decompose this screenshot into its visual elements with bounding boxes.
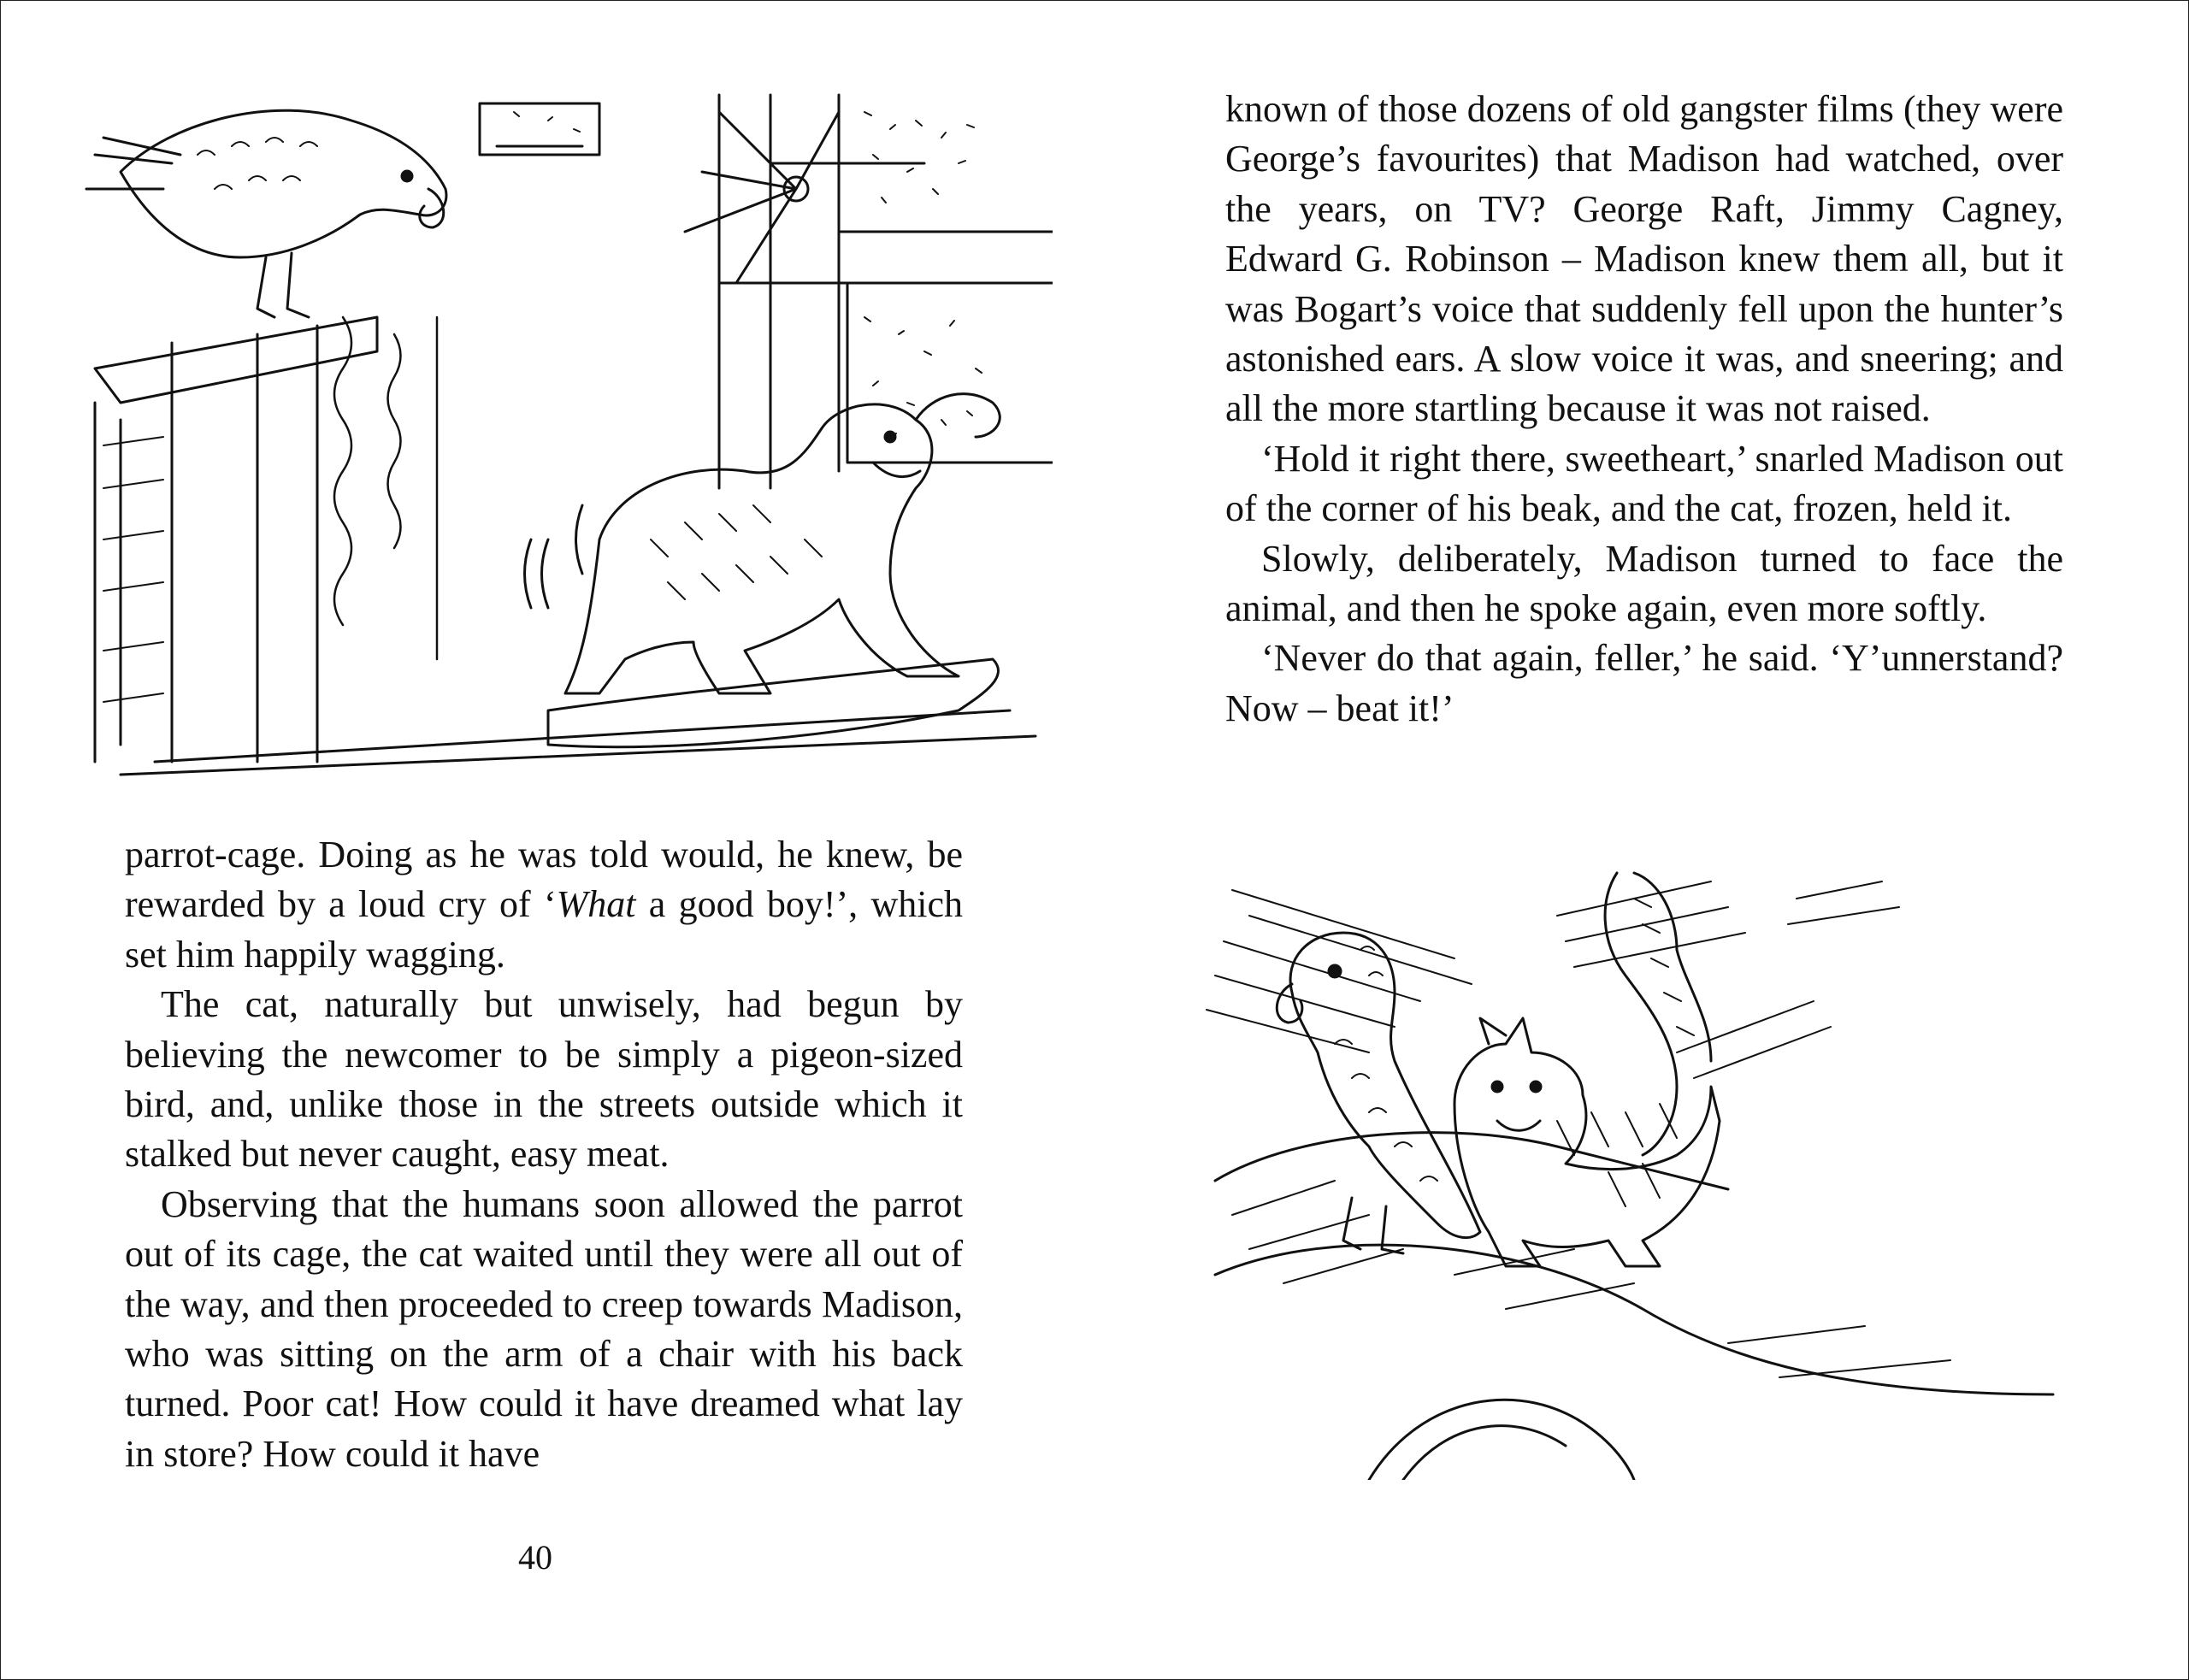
paragraph: ‘Hold it right there, sweetheart,’ snarled Madison out of the corner of his beak, and the cat, frozen, held it. <box>1225 437 2063 530</box>
paragraph: parrot-cage. Doing as he was told would, he knew, be rewarded by a loud cry of ‘What a good boy!’, which set him happily wagging. <box>125 834 963 976</box>
paragraph: The cat, naturally but unwisely, had begun by believing the newcomer to be simply a pigeon-sized bird, and, unlike those in the streets outside which it stalked but never caught, easy meat. <box>125 983 963 1176</box>
parrot-and-dog-illustration <box>69 61 1053 779</box>
right-page-text <box>1225 85 2063 734</box>
emphasis: What <box>556 883 636 926</box>
paragraph: Observing that the humans soon allowed the parrot out of its cage, the cat waited until they were all out of the way, and then proceeded to creep towards Madison, who was sitting on the arm of a chair with his back turned. Poor cat! How could it have dreamed what lay in store? How could it have <box>125 1182 963 1475</box>
paragraph: Slowly, deliberately, Madison turned to face the animal, and then he spoke again, even more softly. <box>1225 537 2063 630</box>
left-page-text <box>125 830 963 1479</box>
paragraph: ‘Never do that again, feller,’ he said. ‘Y’unnerstand? Now – beat it!’ <box>1225 637 2063 729</box>
page-number: 40 <box>518 1538 552 1577</box>
paragraph: known of those dozens of old gangster films (they were George’s favourites) that Madison had watched, over the years, on TV? George Raft, Jimmy Cagney, Edward G. Robinson – Madison knew them all, but it was Bogart’s voice that suddenly fell upon the hunter’s astonished ears. A slow voice it was, and sneering; and all the more startling because it was not raised. <box>1225 88 2063 430</box>
parrot-and-cat-illustration <box>1198 864 2062 1480</box>
